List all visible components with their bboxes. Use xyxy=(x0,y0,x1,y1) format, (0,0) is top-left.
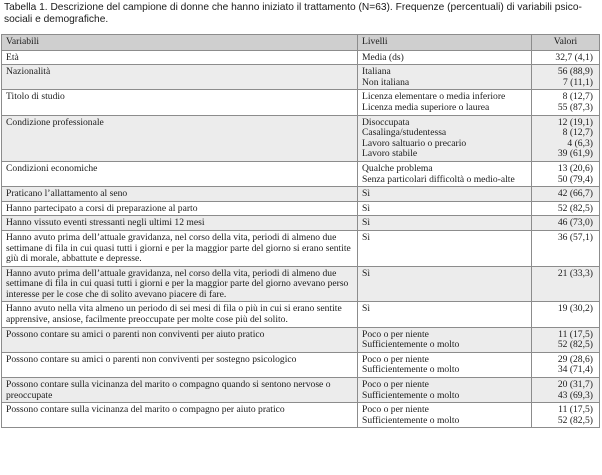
level-label: Lavoro saltuario o precario xyxy=(362,137,467,149)
values-cell xyxy=(532,90,600,115)
table-caption: Tabella 1. Descrizione del campione di donne che hanno iniziato il trattamento (N=63). Frequenze (percentuali) di variabili psico-sociali e demografiche. xyxy=(4,2,582,25)
value-text: 7 (11,1) xyxy=(562,76,593,88)
table-row xyxy=(2,230,600,266)
table-row xyxy=(2,161,600,186)
level-label: Casalinga/studentessa xyxy=(362,127,447,139)
value-text: 4 (6,3) xyxy=(567,137,593,149)
table-row xyxy=(2,352,600,377)
value-text: 36 (57,1) xyxy=(557,231,593,243)
value-text: 56 (88,9) xyxy=(557,66,593,78)
variable-cell: Possono contare sulla vicinanza del marito o compagno per aiuto pratico xyxy=(2,403,358,428)
levels-cell xyxy=(358,65,532,90)
level-label: Sufficientemente o molto xyxy=(362,389,460,401)
level-label: Poco o per niente xyxy=(362,328,429,340)
value-text: 29 (28,6) xyxy=(557,353,593,365)
sample-description-table xyxy=(1,34,600,428)
value-text: 12 (19,1) xyxy=(557,116,593,128)
table-row xyxy=(2,50,600,65)
header-levels: Livelli xyxy=(358,35,532,51)
variable-cell: Possono contare sulla vicinanza del marito o compagno quando si sentono nervose o preoccupate xyxy=(2,378,358,403)
level-label: Media (ds) xyxy=(362,51,404,63)
header-values: Valori xyxy=(532,35,600,51)
table-row xyxy=(2,187,600,202)
levels-cell xyxy=(358,266,532,302)
table-row xyxy=(2,378,600,403)
values-cell xyxy=(532,187,600,202)
level-label: Licenza media superiore o laurea xyxy=(362,101,490,113)
value-text: 52 (82,5) xyxy=(557,414,593,426)
value-text: 50 (79,4) xyxy=(557,173,593,185)
values-cell xyxy=(532,403,600,428)
value-text: 21 (33,3) xyxy=(557,267,593,279)
level-label: Poco o per niente xyxy=(362,404,429,416)
table-row xyxy=(2,403,600,428)
values-cell xyxy=(532,230,600,266)
levels-cell xyxy=(358,187,532,202)
levels-cell xyxy=(358,403,532,428)
variable-cell: Età xyxy=(2,50,358,65)
level-label: Disoccupata xyxy=(362,116,410,128)
values-cell xyxy=(532,302,600,327)
level-label: Poco o per niente xyxy=(362,379,429,391)
level-label: Sì xyxy=(362,303,371,315)
value-text: 11 (17,5) xyxy=(558,404,593,416)
table-row xyxy=(2,90,600,115)
values-cell xyxy=(532,216,600,231)
value-text: 52 (82,5) xyxy=(557,339,593,351)
variable-cell: Titolo di studio xyxy=(2,90,358,115)
header-variables: Variabili xyxy=(2,35,358,51)
levels-cell xyxy=(358,161,532,186)
levels-cell xyxy=(358,230,532,266)
variable-cell: Possono contare su amici o parenti non conviventi per aiuto pratico xyxy=(2,327,358,352)
value-text: 39 (61,9) xyxy=(557,148,593,160)
table-row xyxy=(2,302,600,327)
value-text: 8 (12,7) xyxy=(562,127,593,139)
value-text: 42 (66,7) xyxy=(557,188,593,200)
variable-cell: Hanno partecipato a corsi di preparazione al parto xyxy=(2,201,358,216)
values-cell xyxy=(532,50,600,65)
levels-cell xyxy=(358,216,532,231)
levels-cell xyxy=(358,327,532,352)
level-label: Sì xyxy=(362,188,371,200)
value-text: 11 (17,5) xyxy=(558,328,593,340)
table-row xyxy=(2,327,600,352)
value-text: 43 (69,3) xyxy=(557,389,593,401)
level-label: Non italiana xyxy=(362,76,410,88)
value-text: 32,7 (4,1) xyxy=(555,51,593,63)
value-text: 19 (30,2) xyxy=(557,303,593,315)
table-row xyxy=(2,65,600,90)
levels-cell xyxy=(358,378,532,403)
values-cell xyxy=(532,115,600,161)
table-header-row xyxy=(2,35,600,51)
level-label: Sufficientemente o molto xyxy=(362,339,460,351)
level-label: Sì xyxy=(362,217,371,229)
levels-cell xyxy=(358,115,532,161)
variable-cell: Possono contare su amici o parenti non conviventi per sostegno psicologico xyxy=(2,352,358,377)
value-text: 46 (73,0) xyxy=(557,217,593,229)
levels-cell xyxy=(358,50,532,65)
value-text: 55 (87,3) xyxy=(557,101,593,113)
values-cell xyxy=(532,327,600,352)
values-cell xyxy=(532,65,600,90)
variable-cell: Hanno avuto prima dell’attuale gravidanza, nel corso della vita, periodi di almeno due settimane di fila in cui quasi tutti i giorni e per la maggior parte del giorno si erano sentite giù di morale, abbattute e depresse. xyxy=(2,230,358,266)
levels-cell xyxy=(358,302,532,327)
value-text: 20 (31,7) xyxy=(557,379,593,391)
level-label: Senza particolari difficoltà o medio-alte xyxy=(362,173,515,185)
values-cell xyxy=(532,378,600,403)
variable-cell: Praticano l’allattamento al seno xyxy=(2,187,358,202)
level-label: Qualche problema xyxy=(362,162,433,174)
values-cell xyxy=(532,266,600,302)
variable-cell: Hanno vissuto eventi stressanti negli ultimi 12 mesi xyxy=(2,216,358,231)
variable-cell: Condizione professionale xyxy=(2,115,358,161)
level-label: Sufficientemente o molto xyxy=(362,414,460,426)
value-text: 13 (20,6) xyxy=(557,162,593,174)
values-cell xyxy=(532,161,600,186)
level-label: Italiana xyxy=(362,66,391,78)
variable-cell: Nazionalità xyxy=(2,65,358,90)
levels-cell xyxy=(358,352,532,377)
table-row xyxy=(2,201,600,216)
table-row xyxy=(2,266,600,302)
level-label: Sufficientemente o molto xyxy=(362,364,460,376)
value-text: 52 (82,5) xyxy=(557,202,593,214)
table-row xyxy=(2,115,600,161)
level-label: Licenza elementare o media inferiore xyxy=(362,91,506,103)
variable-cell: Hanno avuto prima dell’attuale gravidanza, nel corso della vita, periodi di almeno due settimane di fila in cui quasi tutti i giorni e per la maggior parte del giorno avevano perso interesse per le cose che di solito avevano piacere di fare. xyxy=(2,266,358,302)
value-text: 34 (71,4) xyxy=(557,364,593,376)
level-label: Poco o per niente xyxy=(362,353,429,365)
variable-cell: Hanno avuto nella vita almeno un periodo di sei mesi di fila o più in cui si erano sentite apprensive, ansiose, facilmente preoccupate per molte cose più del solito. xyxy=(2,302,358,327)
level-label: Sì xyxy=(362,267,371,279)
table-body xyxy=(2,50,600,428)
levels-cell xyxy=(358,201,532,216)
level-label: Sì xyxy=(362,202,371,214)
value-text: 8 (12,7) xyxy=(562,91,593,103)
levels-cell xyxy=(358,90,532,115)
values-cell xyxy=(532,352,600,377)
level-label: Sì xyxy=(362,231,371,243)
table-row xyxy=(2,216,600,231)
level-label: Lavoro stabile xyxy=(362,148,418,160)
variable-cell: Condizioni economiche xyxy=(2,161,358,186)
values-cell xyxy=(532,201,600,216)
